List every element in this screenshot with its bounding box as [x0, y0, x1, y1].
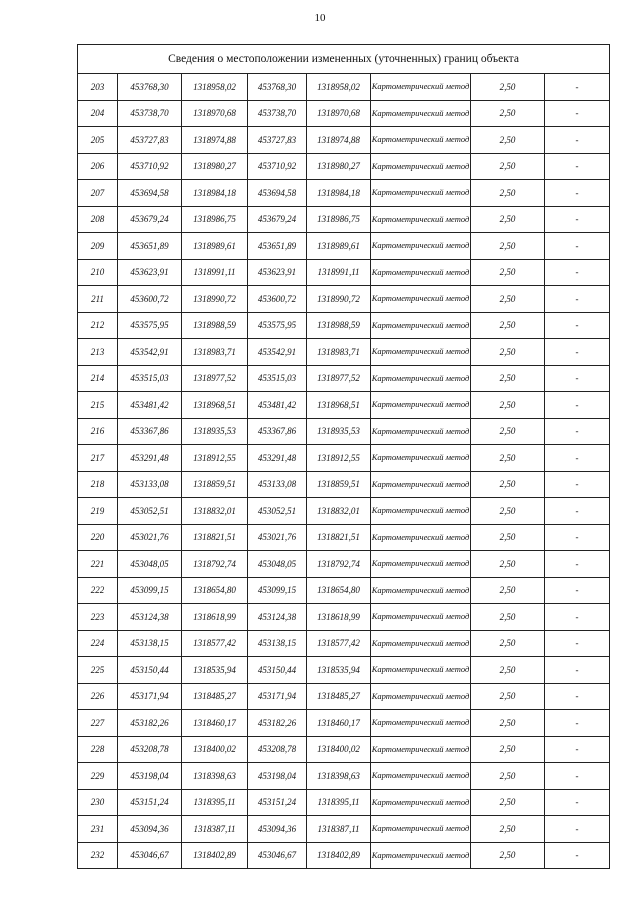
- table-row: [78, 206, 610, 233]
- y-new-cell: 1318618,99: [307, 604, 371, 631]
- method-cell: Картометрический метод: [371, 789, 471, 816]
- description-cell: -: [545, 418, 610, 445]
- x-old-cell: 453291,48: [118, 445, 182, 472]
- table-row: [78, 710, 610, 737]
- method-cell: Картометрический метод: [371, 418, 471, 445]
- x-old-cell: 453515,03: [118, 365, 182, 392]
- y-old-cell: 1318792,74: [182, 551, 248, 578]
- y-old-cell: 1318968,51: [182, 392, 248, 419]
- x-new-cell: 453124,38: [248, 604, 307, 631]
- description-cell: -: [545, 206, 610, 233]
- table-row: [78, 471, 610, 498]
- description-cell: -: [545, 657, 610, 684]
- table-row: [78, 74, 610, 101]
- point-number-cell: 215: [78, 392, 118, 419]
- y-old-cell: 1318654,80: [182, 577, 248, 604]
- point-number-cell: 226: [78, 683, 118, 710]
- precision-cell: 2,50: [471, 498, 545, 525]
- y-old-cell: 1318980,27: [182, 153, 248, 180]
- x-old-cell: 453094,36: [118, 816, 182, 843]
- point-number-cell: 216: [78, 418, 118, 445]
- precision-cell: 2,50: [471, 842, 545, 869]
- point-number-cell: 209: [78, 233, 118, 260]
- table-row: [78, 789, 610, 816]
- point-number-cell: 207: [78, 180, 118, 207]
- x-new-cell: 453052,51: [248, 498, 307, 525]
- x-new-cell: 453208,78: [248, 736, 307, 763]
- x-new-cell: 453515,03: [248, 365, 307, 392]
- description-cell: -: [545, 74, 610, 101]
- x-old-cell: 453600,72: [118, 286, 182, 313]
- x-old-cell: 453651,89: [118, 233, 182, 260]
- y-new-cell: 1318988,59: [307, 312, 371, 339]
- method-cell: Картометрический метод: [371, 339, 471, 366]
- description-cell: -: [545, 471, 610, 498]
- precision-cell: 2,50: [471, 577, 545, 604]
- table-row: [78, 842, 610, 869]
- y-new-cell: 1318983,71: [307, 339, 371, 366]
- y-old-cell: 1318400,02: [182, 736, 248, 763]
- y-old-cell: 1318986,75: [182, 206, 248, 233]
- x-new-cell: 453046,67: [248, 842, 307, 869]
- method-cell: Картометрический метод: [371, 604, 471, 631]
- y-new-cell: 1318395,11: [307, 789, 371, 816]
- method-cell: Картометрический метод: [371, 180, 471, 207]
- table-row: [78, 233, 610, 260]
- x-new-cell: 453198,04: [248, 763, 307, 790]
- x-old-cell: 453124,38: [118, 604, 182, 631]
- y-old-cell: 1318983,71: [182, 339, 248, 366]
- x-old-cell: 453768,30: [118, 74, 182, 101]
- point-number-cell: 222: [78, 577, 118, 604]
- y-new-cell: 1318859,51: [307, 471, 371, 498]
- point-number-cell: 208: [78, 206, 118, 233]
- description-cell: -: [545, 392, 610, 419]
- y-old-cell: 1318984,18: [182, 180, 248, 207]
- x-old-cell: 453133,08: [118, 471, 182, 498]
- method-cell: Картометрический метод: [371, 763, 471, 790]
- table-row: [78, 604, 610, 631]
- x-new-cell: 453021,76: [248, 524, 307, 551]
- method-cell: Картометрический метод: [371, 392, 471, 419]
- method-cell: Картометрический метод: [371, 657, 471, 684]
- table-row: [78, 630, 610, 657]
- table-row: [78, 100, 610, 127]
- description-cell: -: [545, 259, 610, 286]
- description-cell: -: [545, 233, 610, 260]
- point-number-cell: 217: [78, 445, 118, 472]
- x-new-cell: 453738,70: [248, 100, 307, 127]
- x-new-cell: 453768,30: [248, 74, 307, 101]
- y-new-cell: 1318935,53: [307, 418, 371, 445]
- boundary-coordinates-table: [77, 44, 610, 869]
- y-old-cell: 1318402,89: [182, 842, 248, 869]
- description-cell: -: [545, 789, 610, 816]
- x-new-cell: 453150,44: [248, 657, 307, 684]
- table-row: [78, 816, 610, 843]
- point-number-cell: 204: [78, 100, 118, 127]
- x-new-cell: 453600,72: [248, 286, 307, 313]
- point-number-cell: 206: [78, 153, 118, 180]
- table-row: [78, 339, 610, 366]
- y-new-cell: 1318958,02: [307, 74, 371, 101]
- y-old-cell: 1318990,72: [182, 286, 248, 313]
- method-cell: Картометрический метод: [371, 471, 471, 498]
- x-old-cell: 453198,04: [118, 763, 182, 790]
- x-old-cell: 453099,15: [118, 577, 182, 604]
- method-cell: Картометрический метод: [371, 233, 471, 260]
- point-number-cell: 221: [78, 551, 118, 578]
- method-cell: Картометрический метод: [371, 498, 471, 525]
- y-new-cell: 1318792,74: [307, 551, 371, 578]
- description-cell: -: [545, 816, 610, 843]
- table-row: [78, 259, 610, 286]
- precision-cell: 2,50: [471, 683, 545, 710]
- precision-cell: 2,50: [471, 789, 545, 816]
- table-row: [78, 365, 610, 392]
- x-old-cell: 453694,58: [118, 180, 182, 207]
- y-new-cell: 1318654,80: [307, 577, 371, 604]
- x-new-cell: 453679,24: [248, 206, 307, 233]
- precision-cell: 2,50: [471, 286, 545, 313]
- method-cell: Картометрический метод: [371, 365, 471, 392]
- method-cell: Картометрический метод: [371, 445, 471, 472]
- method-cell: Картометрический метод: [371, 153, 471, 180]
- method-cell: Картометрический метод: [371, 286, 471, 313]
- x-old-cell: 453171,94: [118, 683, 182, 710]
- y-old-cell: 1318395,11: [182, 789, 248, 816]
- x-old-cell: 453367,86: [118, 418, 182, 445]
- table-row: [78, 312, 610, 339]
- x-new-cell: 453048,05: [248, 551, 307, 578]
- point-number-cell: 227: [78, 710, 118, 737]
- method-cell: Картометрический метод: [371, 630, 471, 657]
- x-old-cell: 453738,70: [118, 100, 182, 127]
- x-old-cell: 453710,92: [118, 153, 182, 180]
- x-old-cell: 453679,24: [118, 206, 182, 233]
- method-cell: Картометрический метод: [371, 736, 471, 763]
- y-new-cell: 1318485,27: [307, 683, 371, 710]
- method-cell: Картометрический метод: [371, 816, 471, 843]
- description-cell: -: [545, 100, 610, 127]
- y-new-cell: 1318387,11: [307, 816, 371, 843]
- y-old-cell: 1318832,01: [182, 498, 248, 525]
- description-cell: -: [545, 604, 610, 631]
- y-old-cell: 1318577,42: [182, 630, 248, 657]
- description-cell: -: [545, 710, 610, 737]
- point-number-cell: 230: [78, 789, 118, 816]
- point-number-cell: 205: [78, 127, 118, 154]
- y-new-cell: 1318821,51: [307, 524, 371, 551]
- y-old-cell: 1318991,11: [182, 259, 248, 286]
- x-new-cell: 453182,26: [248, 710, 307, 737]
- point-number-cell: 203: [78, 74, 118, 101]
- precision-cell: 2,50: [471, 630, 545, 657]
- precision-cell: 2,50: [471, 816, 545, 843]
- y-old-cell: 1318935,53: [182, 418, 248, 445]
- y-old-cell: 1318618,99: [182, 604, 248, 631]
- y-old-cell: 1318974,88: [182, 127, 248, 154]
- description-cell: -: [545, 365, 610, 392]
- precision-cell: 2,50: [471, 604, 545, 631]
- page-number: 10: [314, 12, 326, 24]
- method-cell: Картометрический метод: [371, 524, 471, 551]
- x-new-cell: 453151,24: [248, 789, 307, 816]
- y-new-cell: 1318400,02: [307, 736, 371, 763]
- description-cell: -: [545, 577, 610, 604]
- x-new-cell: 453171,94: [248, 683, 307, 710]
- y-new-cell: 1318398,63: [307, 763, 371, 790]
- x-new-cell: 453481,42: [248, 392, 307, 419]
- y-new-cell: 1318970,68: [307, 100, 371, 127]
- precision-cell: 2,50: [471, 180, 545, 207]
- method-cell: Картометрический метод: [371, 259, 471, 286]
- x-new-cell: 453291,48: [248, 445, 307, 472]
- y-new-cell: 1318984,18: [307, 180, 371, 207]
- precision-cell: 2,50: [471, 524, 545, 551]
- y-old-cell: 1318970,68: [182, 100, 248, 127]
- y-new-cell: 1318460,17: [307, 710, 371, 737]
- table-row: [78, 657, 610, 684]
- description-cell: -: [545, 736, 610, 763]
- description-cell: -: [545, 842, 610, 869]
- point-number-cell: 218: [78, 471, 118, 498]
- x-new-cell: 453651,89: [248, 233, 307, 260]
- point-number-cell: 210: [78, 259, 118, 286]
- x-old-cell: 453727,83: [118, 127, 182, 154]
- y-old-cell: 1318460,17: [182, 710, 248, 737]
- y-new-cell: 1318968,51: [307, 392, 371, 419]
- y-new-cell: 1318989,61: [307, 233, 371, 260]
- method-cell: Картометрический метод: [371, 312, 471, 339]
- table-row: [78, 418, 610, 445]
- x-new-cell: 453133,08: [248, 471, 307, 498]
- y-old-cell: 1318989,61: [182, 233, 248, 260]
- description-cell: -: [545, 551, 610, 578]
- precision-cell: 2,50: [471, 657, 545, 684]
- point-number-cell: 220: [78, 524, 118, 551]
- precision-cell: 2,50: [471, 365, 545, 392]
- y-new-cell: 1318991,11: [307, 259, 371, 286]
- y-old-cell: 1318387,11: [182, 816, 248, 843]
- description-cell: -: [545, 339, 610, 366]
- table-row: [78, 524, 610, 551]
- description-cell: -: [545, 498, 610, 525]
- table-row: [78, 763, 610, 790]
- precision-cell: 2,50: [471, 736, 545, 763]
- y-new-cell: 1318977,52: [307, 365, 371, 392]
- point-number-cell: 223: [78, 604, 118, 631]
- y-old-cell: 1318977,52: [182, 365, 248, 392]
- x-old-cell: 453138,15: [118, 630, 182, 657]
- y-new-cell: 1318974,88: [307, 127, 371, 154]
- precision-cell: 2,50: [471, 710, 545, 737]
- description-cell: -: [545, 286, 610, 313]
- point-number-cell: 229: [78, 763, 118, 790]
- x-old-cell: 453021,76: [118, 524, 182, 551]
- method-cell: Картометрический метод: [371, 577, 471, 604]
- point-number-cell: 211: [78, 286, 118, 313]
- description-cell: -: [545, 180, 610, 207]
- x-old-cell: 453046,67: [118, 842, 182, 869]
- description-cell: -: [545, 524, 610, 551]
- table-caption: Сведения о местоположении измененных (уточненных) границ объекта: [78, 45, 610, 74]
- point-number-cell: 219: [78, 498, 118, 525]
- precision-cell: 2,50: [471, 127, 545, 154]
- precision-cell: 2,50: [471, 153, 545, 180]
- x-new-cell: 453094,36: [248, 816, 307, 843]
- y-old-cell: 1318859,51: [182, 471, 248, 498]
- x-old-cell: 453151,24: [118, 789, 182, 816]
- y-new-cell: 1318986,75: [307, 206, 371, 233]
- table-row: [78, 127, 610, 154]
- x-new-cell: 453727,83: [248, 127, 307, 154]
- point-number-cell: 213: [78, 339, 118, 366]
- precision-cell: 2,50: [471, 339, 545, 366]
- precision-cell: 2,50: [471, 763, 545, 790]
- x-new-cell: 453099,15: [248, 577, 307, 604]
- point-number-cell: 224: [78, 630, 118, 657]
- y-old-cell: 1318912,55: [182, 445, 248, 472]
- x-old-cell: 453048,05: [118, 551, 182, 578]
- description-cell: -: [545, 630, 610, 657]
- x-new-cell: 453575,95: [248, 312, 307, 339]
- method-cell: Картометрический метод: [371, 842, 471, 869]
- description-cell: -: [545, 763, 610, 790]
- y-new-cell: 1318832,01: [307, 498, 371, 525]
- precision-cell: 2,50: [471, 206, 545, 233]
- point-number-cell: 214: [78, 365, 118, 392]
- table-row: [78, 153, 610, 180]
- precision-cell: 2,50: [471, 100, 545, 127]
- x-new-cell: 453367,86: [248, 418, 307, 445]
- x-new-cell: 453694,58: [248, 180, 307, 207]
- x-old-cell: 453623,91: [118, 259, 182, 286]
- method-cell: Картометрический метод: [371, 710, 471, 737]
- y-new-cell: 1318912,55: [307, 445, 371, 472]
- x-old-cell: 453150,44: [118, 657, 182, 684]
- x-old-cell: 453542,91: [118, 339, 182, 366]
- description-cell: -: [545, 683, 610, 710]
- x-old-cell: 453481,42: [118, 392, 182, 419]
- method-cell: Картометрический метод: [371, 206, 471, 233]
- y-new-cell: 1318980,27: [307, 153, 371, 180]
- table-body: [78, 74, 610, 869]
- description-cell: -: [545, 312, 610, 339]
- y-old-cell: 1318535,94: [182, 657, 248, 684]
- precision-cell: 2,50: [471, 392, 545, 419]
- table-row: [78, 577, 610, 604]
- x-old-cell: 453052,51: [118, 498, 182, 525]
- precision-cell: 2,50: [471, 233, 545, 260]
- method-cell: Картометрический метод: [371, 683, 471, 710]
- method-cell: Картометрический метод: [371, 551, 471, 578]
- y-new-cell: 1318577,42: [307, 630, 371, 657]
- point-number-cell: 212: [78, 312, 118, 339]
- y-new-cell: 1318535,94: [307, 657, 371, 684]
- precision-cell: 2,50: [471, 74, 545, 101]
- precision-cell: 2,50: [471, 259, 545, 286]
- y-new-cell: 1318402,89: [307, 842, 371, 869]
- point-number-cell: 228: [78, 736, 118, 763]
- table-row: [78, 498, 610, 525]
- precision-cell: 2,50: [471, 445, 545, 472]
- precision-cell: 2,50: [471, 312, 545, 339]
- x-old-cell: 453182,26: [118, 710, 182, 737]
- description-cell: -: [545, 445, 610, 472]
- table-row: [78, 286, 610, 313]
- y-old-cell: 1318398,63: [182, 763, 248, 790]
- description-cell: -: [545, 153, 610, 180]
- y-new-cell: 1318990,72: [307, 286, 371, 313]
- x-new-cell: 453710,92: [248, 153, 307, 180]
- description-cell: -: [545, 127, 610, 154]
- x-new-cell: 453623,91: [248, 259, 307, 286]
- point-number-cell: 231: [78, 816, 118, 843]
- table-row: [78, 392, 610, 419]
- table-row: [78, 180, 610, 207]
- point-number-cell: 232: [78, 842, 118, 869]
- x-new-cell: 453138,15: [248, 630, 307, 657]
- method-cell: Картометрический метод: [371, 74, 471, 101]
- x-old-cell: 453575,95: [118, 312, 182, 339]
- x-old-cell: 453208,78: [118, 736, 182, 763]
- method-cell: Картометрический метод: [371, 100, 471, 127]
- y-old-cell: 1318485,27: [182, 683, 248, 710]
- precision-cell: 2,50: [471, 471, 545, 498]
- table-row: [78, 551, 610, 578]
- table-row: [78, 736, 610, 763]
- precision-cell: 2,50: [471, 418, 545, 445]
- x-new-cell: 453542,91: [248, 339, 307, 366]
- y-old-cell: 1318821,51: [182, 524, 248, 551]
- precision-cell: 2,50: [471, 551, 545, 578]
- y-old-cell: 1318988,59: [182, 312, 248, 339]
- point-number-cell: 225: [78, 657, 118, 684]
- table-row: [78, 683, 610, 710]
- method-cell: Картометрический метод: [371, 127, 471, 154]
- y-old-cell: 1318958,02: [182, 74, 248, 101]
- table-row: [78, 445, 610, 472]
